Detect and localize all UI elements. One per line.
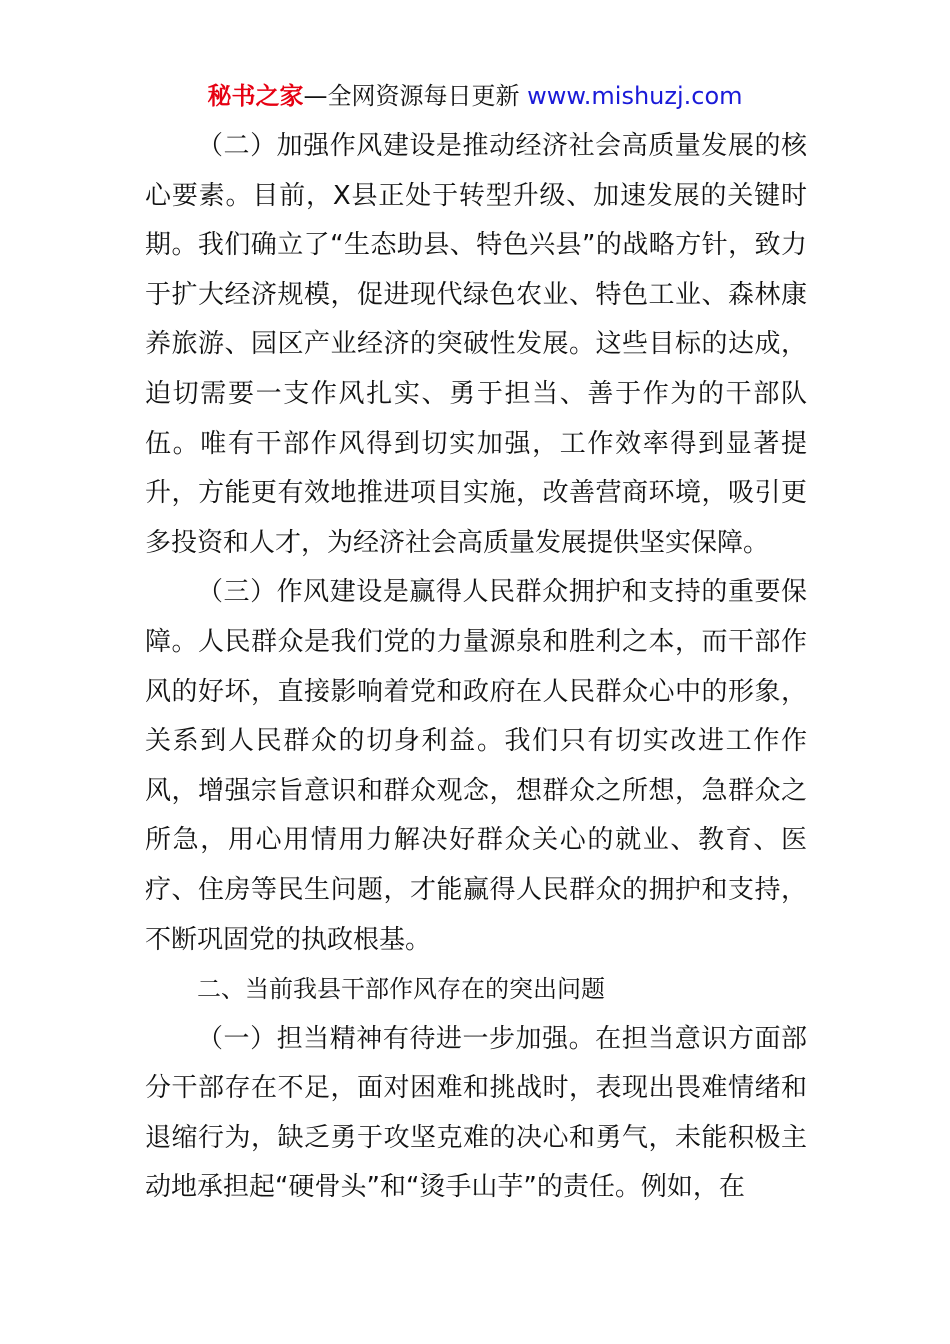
site-url-link[interactable]: www.mishuzj.com (527, 82, 743, 110)
brand-name: 秘书之家 (207, 82, 304, 110)
paragraph-economic-development: （二）加强作风建设是推动经济社会高质量发展的核心要素。目前，X县正处于转型升级、加速发展的关键时期。我们确立了“生态助县、特色兴县”的战略方针，致力于扩大经济规模，促进现代绿色农业、特色工业、森林康养旅游、园区产业经济的突破性发展。这些目标的达成，迫切需要一支作风扎实、勇于担当、善于作为的干部队伍。唯有干部作风得到切实加强，工作效率得到显著提升，方能更有效地推进项目实施，改善营商环境，吸引更多投资和人才，为经济社会高质量发展提供坚实保障。 (145, 131, 807, 558)
section-heading: 二、当前我县干部作风存在的突出问题 (197, 975, 605, 1004)
site-slogan: —全网资源每日更新 (303, 82, 528, 110)
site-header (0, 80, 950, 112)
paragraph-responsibility: （一）担当精神有待进一步加强。在担当意识方面部分干部存在不足，面对困难和挑战时，表现出畏难情绪和退缩行为，缺乏勇于攻坚克难的决心和勇气，未能积极主动地承担起“硬骨头”和“烫手山芋”的责任。例如，在 (145, 1023, 807, 1203)
document-body (145, 122, 807, 1213)
paragraph-public-support: （三）作风建设是赢得人民群众拥护和支持的重要保障。人民群众是我们党的力量源泉和胜利之本，而干部作风的好坏，直接影响着党和政府在人民群众心中的形象，关系到人民群众的切身利益。我们只有切实改进工作作风，增强宗旨意识和群众观念，想群众之所想，急群众之所急，用心用情用力解决好群众关心的就业、教育、医疗、住房等民生问题，才能赢得人民群众的拥护和支持，不断巩固党的执政根基。 (145, 577, 807, 955)
